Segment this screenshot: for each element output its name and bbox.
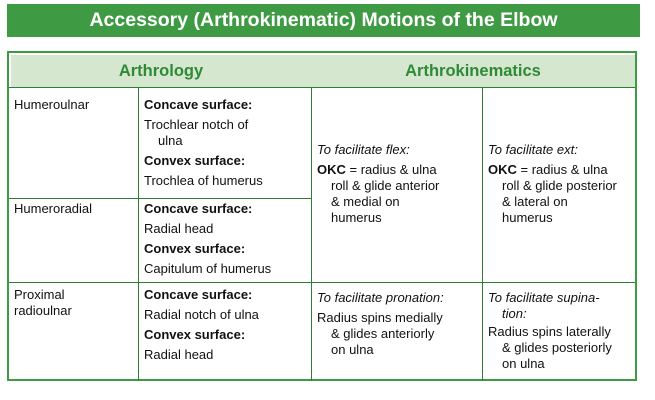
pronation-cell: [317, 290, 479, 358]
pronation-line3: on ulna: [331, 342, 374, 357]
column-divider-extension: [482, 87, 483, 381]
surfaces-humeroulnar: [144, 97, 309, 189]
convex-value: Capitulum of humerus: [144, 261, 272, 276]
header-arthrology: Arthrology: [11, 55, 311, 87]
convex-value: Radial head: [144, 347, 214, 362]
row-divider-humeroradial: [9, 198, 311, 199]
flexion-line1: OKC = radius & ulna: [317, 162, 437, 177]
joint-line1: Proximal: [14, 287, 65, 302]
extension-line2: roll & glide posterior: [502, 178, 617, 193]
supination-heading-line2: tion:: [502, 306, 527, 321]
flexion-heading: To facilitate flex:: [317, 142, 410, 157]
extension-line1: OKC = radius & ulna: [488, 162, 608, 177]
column-divider-flexion: [311, 87, 312, 381]
joint-line2: radioulnar: [14, 303, 72, 318]
concave-value: Radial notch of ulna: [144, 307, 259, 322]
extension-cell: [488, 142, 633, 226]
concave-value-line2: ulna: [158, 133, 183, 148]
supination-line1: Radius spins laterally: [488, 324, 611, 339]
extension-line4: humerus: [502, 210, 553, 225]
convex-label: Convex surface:: [144, 153, 246, 168]
concave-value: Radial head: [144, 221, 214, 236]
joint-humeroulnar: Humeroulnar: [14, 97, 90, 112]
pronation-heading: To facilitate pronation:: [317, 290, 444, 305]
concave-label: Concave surface:: [144, 97, 253, 112]
flexion-line3: & medial on: [331, 194, 400, 209]
surfaces-radioulnar: [144, 287, 309, 363]
row-divider-radioulnar: [9, 282, 635, 283]
table-title: Accessory (Arthrokinematic) Motions of the Elbow: [7, 4, 640, 37]
flexion-line2: roll & glide anterior: [331, 178, 440, 193]
supination-heading-line1: To facilitate supina-: [488, 290, 600, 305]
convex-value: Trochlea of humerus: [144, 173, 263, 188]
flexion-cell: [317, 142, 479, 226]
okc-label: OKC: [317, 162, 346, 177]
header-arthrokinematics: Arthrokinematics: [311, 55, 635, 87]
column-divider-surface: [138, 87, 139, 381]
header-divider: [9, 87, 635, 88]
supination-cell: [488, 290, 633, 372]
concave-label: Concave surface:: [144, 201, 253, 216]
flexion-line4: humerus: [331, 210, 382, 225]
convex-label: Convex surface:: [144, 241, 246, 256]
concave-value-line1: Trochlear notch of: [144, 117, 249, 132]
extension-heading: To facilitate ext:: [488, 142, 578, 157]
joint-humeroradial: Humeroradial: [14, 201, 93, 216]
surfaces-humeroradial: [144, 201, 309, 277]
okc-label: OKC: [488, 162, 517, 177]
extension-line3: & lateral on: [502, 194, 568, 209]
convex-label: Convex surface:: [144, 327, 246, 342]
pronation-line1: Radius spins medially: [317, 310, 443, 325]
concave-label: Concave surface:: [144, 287, 253, 302]
supination-line2: & glides posteriorly: [502, 340, 612, 355]
pronation-line2: & glides anteriorly: [331, 326, 435, 341]
supination-line3: on ulna: [502, 356, 545, 371]
elbow-motions-table: [7, 51, 637, 381]
joint-radioulnar: [14, 287, 72, 319]
